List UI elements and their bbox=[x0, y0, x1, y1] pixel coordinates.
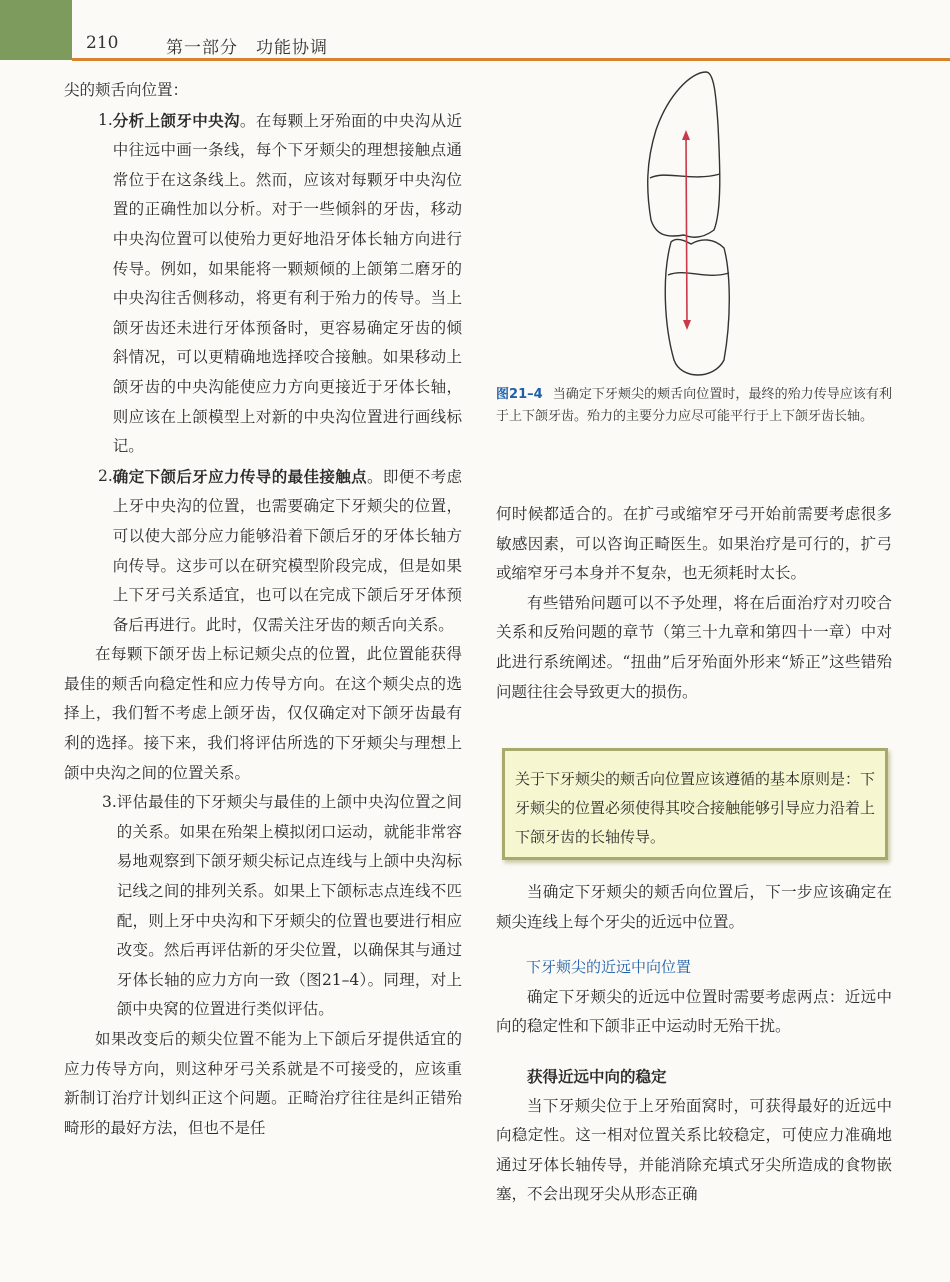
item-title: 确定下颌后牙应力传导的最佳接触点 bbox=[112, 466, 368, 486]
key-principle-callout: 关于下牙颊尖的颊舌向位置应该遵循的基本原则是：下牙颊尖的位置必须使得其咬合接触能够引导应力沿着上下颌牙齿的长轴传导。 bbox=[502, 748, 888, 860]
upper-tooth-outline bbox=[648, 72, 720, 237]
paragraph: 确定下牙颊尖的近远中位置时需要考虑两点：近远中向的稳定性和下颌非正中运动时无殆干扰。 bbox=[496, 987, 892, 1036]
figure-caption-text: 当确定下牙颊尖的颊舌向位置时，最终的殆力传导应该有利于上下颌牙齿。殆力的主要分力应尽可能平行于上下颌牙齿长轴。 bbox=[496, 387, 892, 424]
list-item-1 bbox=[98, 106, 462, 462]
intro-line: 尖的颊舌向位置： bbox=[64, 81, 189, 99]
page-number: 210 bbox=[86, 33, 119, 53]
item-text: 。在每颗上牙殆面的中央沟从近中往远中画一条线，每个下牙颊尖的理想接触点通常位于在这条线上。然而，应该对每颗牙中央沟位置的正确性加以分析。对于一些倾斜的牙齿，移动中央沟位置可以使殆力更好地沿牙体长轴方向进行传导。例如，如果能将一颗颊倾的上颌第二磨牙的中央沟往舌侧移动，将更有利于殆力的传导。当上颌牙齿还未进行牙体预备时，更容易确定牙齿的倾斜情况，可以更精确地选择咬合接触。如果移动上颌牙齿的中央沟能使应力方向更接近于牙体长轴，则应该在上颌模型上对新的中央沟位置进行画线标记。 bbox=[112, 111, 462, 456]
force-arrow-line bbox=[686, 135, 687, 325]
lower-tooth-outline bbox=[665, 239, 729, 375]
right-column bbox=[496, 500, 892, 707]
right-column-lower bbox=[496, 878, 892, 1210]
item-number: 3. bbox=[102, 793, 117, 812]
paragraph: 如果改变后的颊尖位置不能为上下颌后牙提供适宜的应力传导方向，则这种牙弓关系就是不可接受的，应该重新制订治疗计划纠正这个问题。正畸治疗往往是纠正错殆畸形的最好方法，但也不是任 bbox=[64, 1030, 462, 1137]
figure-caption bbox=[496, 384, 892, 427]
list-item-2 bbox=[98, 462, 462, 641]
header-rule bbox=[72, 58, 950, 61]
item-number: 2. bbox=[98, 466, 113, 485]
item-body bbox=[113, 462, 462, 641]
force-arrow-head-up bbox=[682, 130, 690, 140]
left-column bbox=[64, 76, 462, 1143]
item-title: 分析上颌牙中央沟 bbox=[112, 110, 240, 130]
corner-color-block bbox=[0, 0, 72, 60]
item-body bbox=[113, 106, 462, 462]
paragraph: 当确定下牙颊尖的颊舌向位置后，下一步应该确定在颊尖连线上每个牙尖的近远中位置。 bbox=[496, 883, 892, 931]
paragraph: 在每颗下颌牙齿上标记颊尖点的位置，此位置能获得最佳的颊舌向稳定性和应力传导方向。在这个颊尖点的选择上，我们暂不考虑上颌牙齿，仅仅确定对下颌牙齿最有利的选择。接下来，我们将评估所选的下牙颊尖与理想上颌中央沟之间的位置关系。 bbox=[64, 645, 462, 782]
item-number: 1. bbox=[98, 110, 113, 129]
paragraph: 有些错殆问题可以不予处理，将在后面治疗对刃咬合关系和反殆问题的章节（第三十九章和第四十一章）中对此进行系统阐述。“扭曲”后牙殆面外形来“矫正”这些错殆问题往往会导致更大的损伤。 bbox=[496, 593, 892, 701]
tooth-diagram bbox=[596, 70, 766, 380]
subheading-stability: 获得近远中向的稳定 bbox=[527, 1066, 667, 1086]
subheading-mesiodistal: 下牙颊尖的近远中向位置 bbox=[526, 958, 692, 977]
section-title: 第一部分 功能协调 bbox=[166, 38, 328, 58]
item-text: 。即便不考虑上牙中央沟的位置，也需要确定下牙颊尖的位置，可以使大部分应力能够沿着下颌后牙的牙体长轴方向传导。这步可以在研究模型阶段完成，但是如果上下牙弓关系适宜，也可以在完成下颌后牙牙体预备后再进行。此时，仅需关注牙齿的颊舌向关系。 bbox=[112, 467, 462, 634]
item-text: 评估最佳的下牙颊尖与最佳的上颌中央沟位置之间的关系。如果在殆架上模拟闭口运动，就能非常容易地观察到下颌牙颊尖标记点连线与上颌中央沟标记线之间的排列关系。如果上下颌标志点连线不匹配，则上牙中央沟和下牙颊尖的位置也要进行相应改变。然后再评估新的牙尖位置，以确保其与通过牙体长轴的应力方向一致（图21–4）。同理，对上颌中央窝的位置进行类似评估。 bbox=[116, 793, 462, 1019]
paragraph: 当下牙颊尖位于上牙殆面窝时，可获得最好的近远中向稳定性。这一相对位置关系比较稳定，可使应力准确地通过牙体长轴传导，并能消除充填式牙尖所造成的食物嵌塞，不会出现牙尖从形态正确 bbox=[496, 1096, 892, 1204]
lower-cej-line bbox=[668, 273, 729, 276]
upper-cej-line bbox=[650, 174, 720, 178]
paragraph: 何时候都适合的。在扩弓或缩窄牙弓开始前需要考虑很多敏感因素，可以咨询正畸医生。如果治疗是可行的，扩弓或缩窄牙弓本身并不复杂，也无须耗时太长。 bbox=[496, 505, 892, 583]
force-arrow-head-down bbox=[683, 320, 691, 330]
list-item-3 bbox=[102, 788, 462, 1025]
figure-label: 图21–4 bbox=[496, 387, 543, 402]
